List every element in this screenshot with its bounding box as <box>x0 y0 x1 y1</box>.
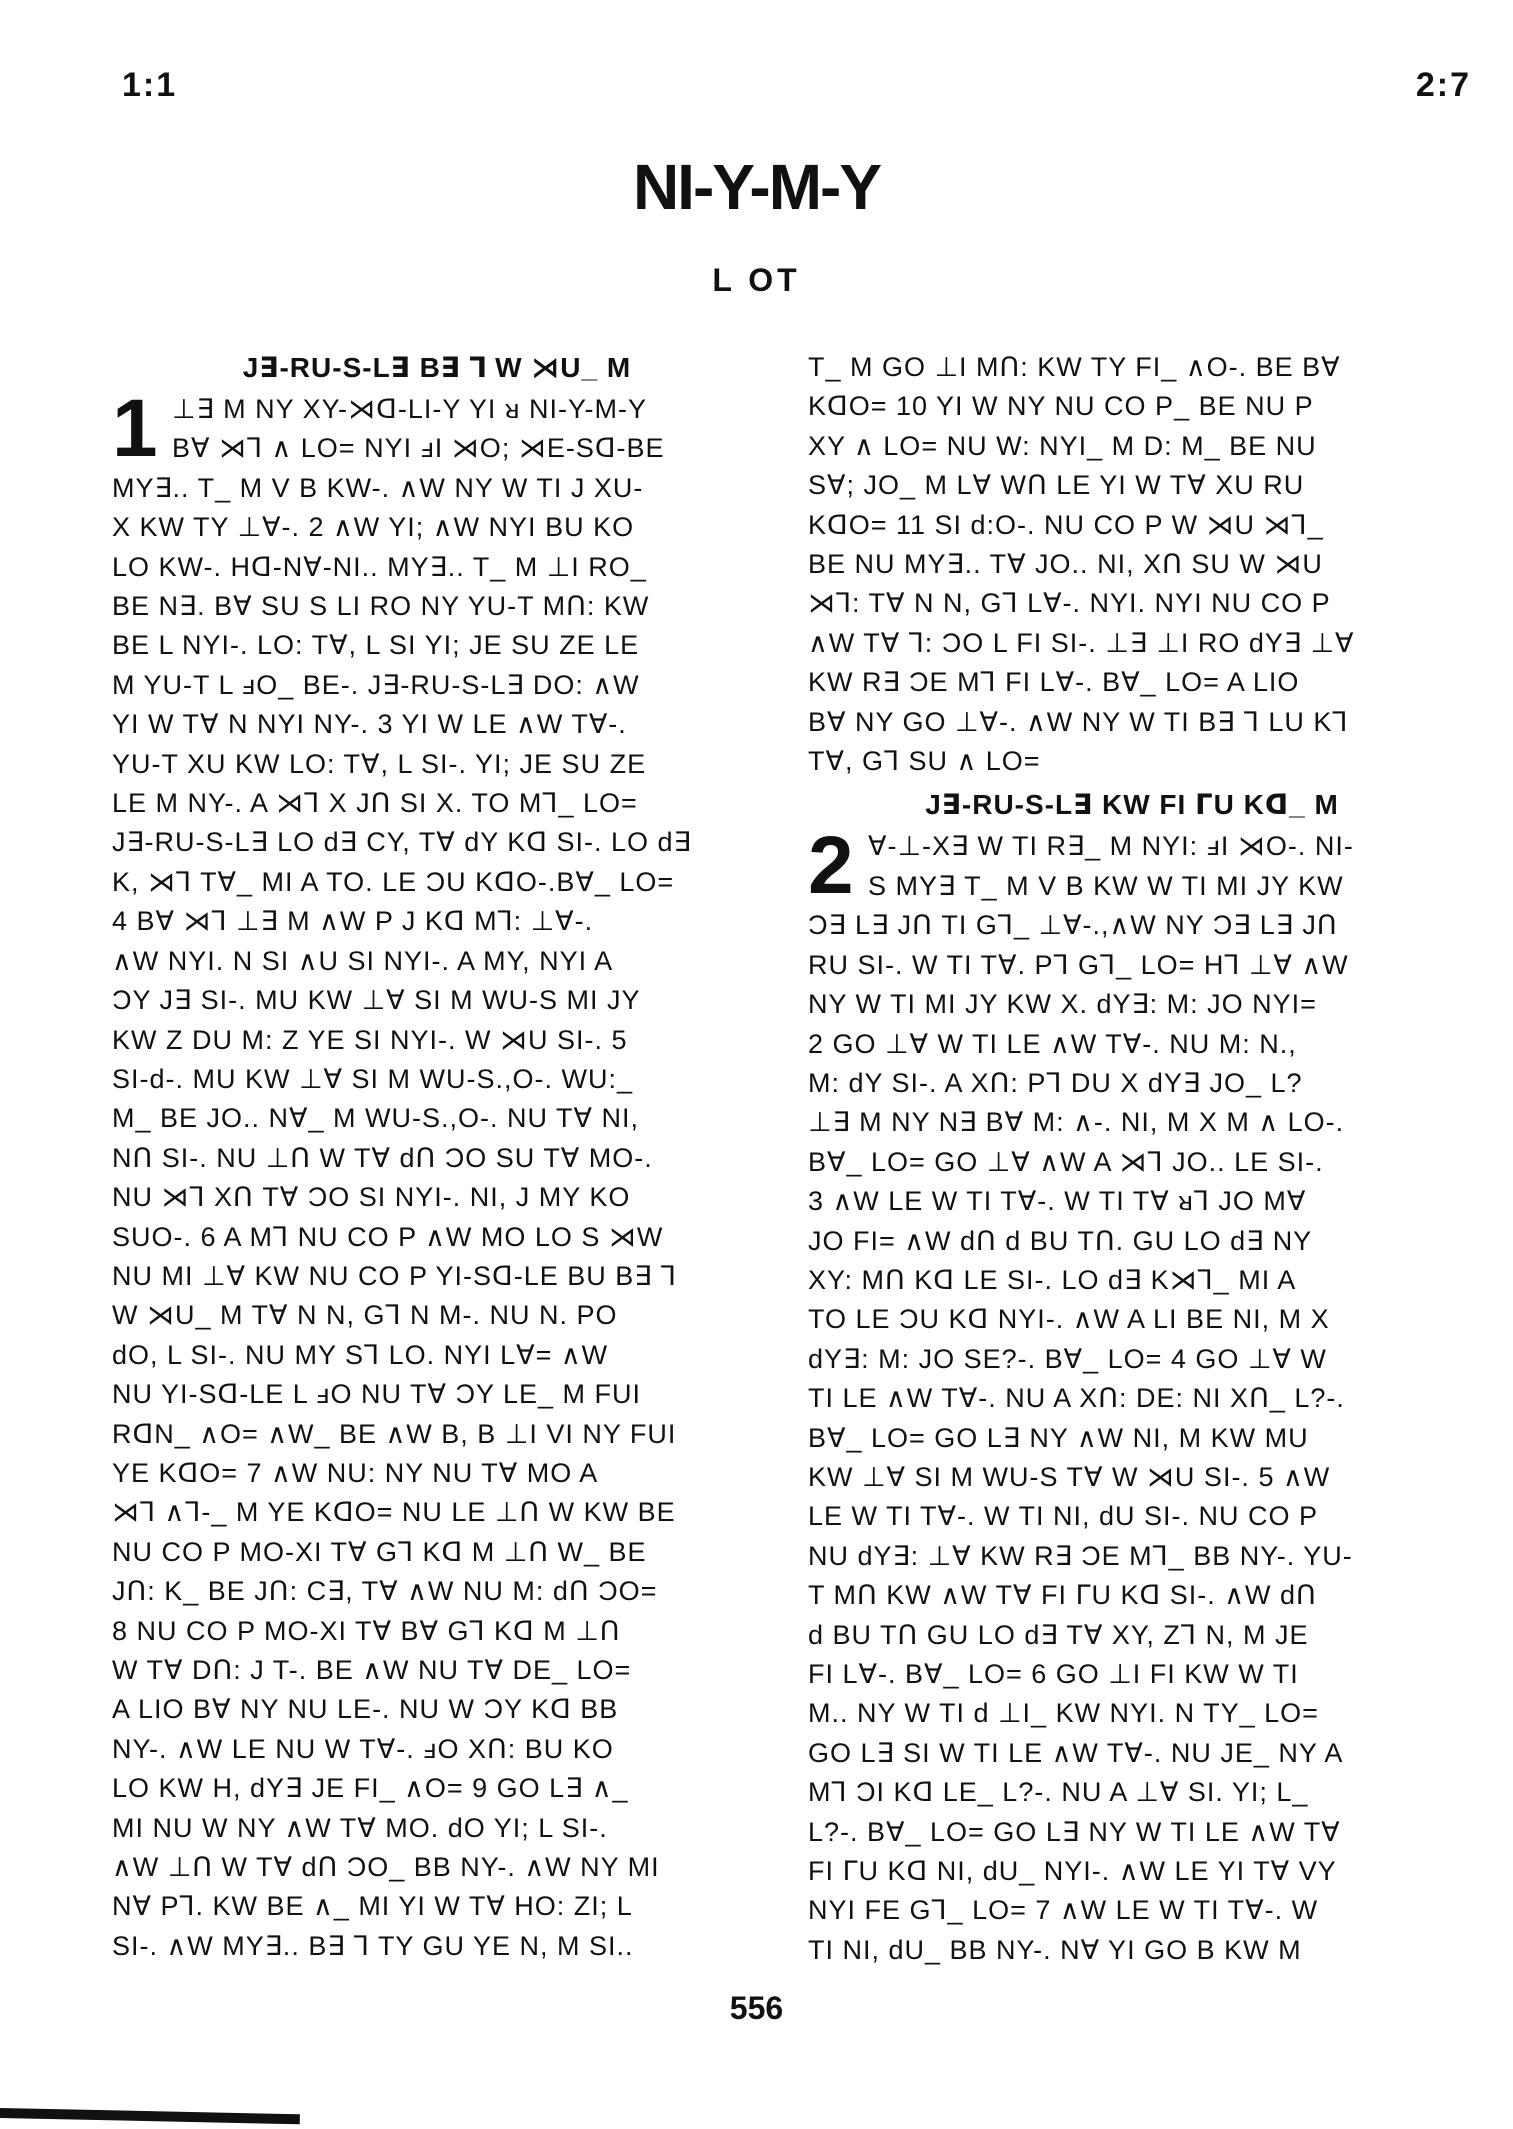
text-line: M.. NY W TI d ⊥I_ KW NYI. N TY_ LO= <box>808 1698 1319 1729</box>
text-line: B∀ ⋊⅂ ∧ LO= NYI ⅎI ⋊O; ⋊E-Sᗡ-BE <box>172 433 665 464</box>
text-line: TI NI, dU_ BB NY-. N∀ YI GO B KW M <box>808 1934 1302 1965</box>
text-line: M_ BE JO.. N∀_ M WU-S.,O-. NU T∀ NI, <box>112 1103 639 1134</box>
text-line: dY∃: M: JO SE?-. B∀_ LO= 4 GO ⊥∀ W <box>808 1343 1327 1374</box>
text-line: MI NU W NY ∧W T∀ MO. dO YI; L SI-. <box>112 1812 608 1843</box>
text-line: ⋊⅂: T∀ N N, G⅂ L∀-. NYI. NYI NU CO P <box>808 588 1331 619</box>
text-line: S MY∃ T_ M V B KW W TI MI JY KW <box>868 870 1344 901</box>
text-line: Nᑎ SI-. NU ⊥ᑎ W T∀ dᑎ ϽO SU T∀ MO-. <box>112 1142 653 1173</box>
text-line: ∧W ⊥ᑎ W T∀ dᑎ ϽO_ BB NY-. ∧W NY MI <box>112 1852 660 1883</box>
chapter-label: L OT <box>712 262 801 298</box>
text-line: XY ∧ LO= NU W: NYI_ M D: M_ BE NU <box>808 430 1317 461</box>
text-line: LO KW-. Hᗡ-N∀-NI.. MY∃.. T_ M ⊥I RO_ <box>112 551 647 582</box>
text-line: J∃-RU-S-L∃ LO d∃ CY, T∀ dY Kᗡ SI-. LO d∃ <box>112 827 692 858</box>
right-column <box>808 348 1456 1970</box>
text-line: SI-. ∧W MY∃.. B∃ ⅂ TY GU YE N, M SI.. <box>112 1930 634 1961</box>
text-line: ∀-⊥-X∃ W TI R∃_ M NYI: ⅎI ⋊O-. NI- <box>868 831 1354 862</box>
text-line: LE W TI T∀-. W TI NI, dU SI-. NU CO P <box>808 1501 1319 1532</box>
text-line: X KW TY ⊥∀-. 2 ∧W YI; ∧W NYI BU KO <box>112 512 635 543</box>
text-line: Ͻ∃ L∃ Jᑎ TI G⅂_ ⊥∀-.,∧W NY Ͻ∃ L∃ Jᑎ <box>808 910 1338 941</box>
text-line: YI W T∀ N NYI NY-. 3 YI W LE ∧W T∀-. <box>112 709 627 740</box>
text-line: GO L∃ SI W TI LE ∧W T∀-. NU JE_ NY A <box>808 1737 1344 1768</box>
text-line: FI ᒥU Kᗡ NI, dU_ NYI-. ∧W LE YI T∀ VY <box>808 1856 1337 1887</box>
text-line: BE L NYI-. LO: T∀, L SI YI; JE SU ZE LE <box>112 630 640 661</box>
text-line: KᗡO= 11 SI d:O-. NU CO P W ⋊U ⋊⅂_ <box>808 509 1324 540</box>
header-chapter-ref-end: 2:7 <box>1415 66 1471 104</box>
text-line: YU-T XU KW LO: T∀, L SI-. YI; JE SU ZE <box>112 748 647 779</box>
text-line: ⊥∃ M NY XY-⋊ᗡ-LI-Y YI ᴚ NI-Y-M-Y <box>172 394 648 424</box>
text-line: T_ M GO ⊥I Mᑎ: KW TY FI_ ∧O-. BE B∀ <box>808 352 1341 382</box>
text-line: 2 GO ⊥∀ W TI LE ∧W T∀-. NU M: N., <box>808 1028 1297 1059</box>
text-line: TO LE ϽU Kᗡ NYI-. ∧W A LI BE NI, M X <box>808 1304 1330 1335</box>
text-line: NU MI ⊥∀ KW NU CO P YI-Sᗡ-LE BU B∃ ⅂ <box>112 1260 677 1291</box>
text-line: 8 NU CO P MO-XI T∀ B∀ G⅂ Kᗡ M ⊥ᑎ <box>112 1615 621 1646</box>
text-line: MY∃.. T_ M V B KW-. ∧W NY W TI J XU- <box>112 472 644 503</box>
text-line: Jᑎ: K_ BE Jᑎ: C∃, T∀ ∧W NU M: dᑎ ϽO= <box>112 1576 658 1607</box>
text-lines <box>808 348 1456 781</box>
text-line: B∀ NY GO ⊥∀-. ∧W NY W TI B∃ ⅂ LU K⅂ <box>808 706 1349 737</box>
text-line: BE N∃. B∀ SU S LI RO NY YU-T Mᑎ: KW <box>112 591 650 622</box>
text-line: W ⋊U_ M T∀ N N, G⅂ N M-. NU N. PO <box>112 1300 618 1331</box>
chapter-number: 1 <box>112 383 159 474</box>
text-line: M YU-T L ⅎO_ BE-. J∃-RU-S-L∃ DO: ∧W <box>112 669 640 700</box>
text-line: ∧W T∀ ⅂: ϽO L FI SI-. ⊥∃ ⊥I RO dY∃ ⊥∀ <box>808 627 1355 658</box>
text-line: ⋊⅂ ∧⅂-_ M YE KᗡO= NU LE ⊥ᑎ W KW BE <box>112 1497 676 1528</box>
text-line: RᗡN_ ∧O= ∧W_ BE ∧W B, B ⊥I VI NY FUI <box>112 1418 677 1449</box>
text-line: NYI FE G⅂_ LO= 7 ∧W LE W TI T∀-. W <box>808 1895 1319 1926</box>
text-line: NU dY∃: ⊥∀ KW R∃ ϽE M⅂_ BB NY-. YU- <box>808 1540 1353 1571</box>
text-line: 4 B∀ ⋊⅂ ⊥∃ M ∧W P J Kᗡ M⅂: ⊥∀-. <box>112 906 594 937</box>
text-line: ∧W NYI. N SI ∧U SI NYI-. A MY, NYI A <box>112 945 614 976</box>
text-line: T Mᑎ KW ∧W T∀ FI ᒥU Kᗡ SI-. ∧W dᑎ <box>808 1580 1317 1611</box>
text-lines <box>112 383 762 1966</box>
text-line: N∀ P⅂. KW BE ∧_ MI YI W T∀ HO: ZI; L <box>112 1891 633 1922</box>
text-line: LE M NY-. A ⋊⅂ X Jᑎ SI X. TO M⅂_ LO= <box>112 788 638 819</box>
text-line: S∀; JO_ M L∀ Wᑎ LE YI W T∀ XU RU <box>808 470 1305 501</box>
text-line: FI L∀-. B∀_ LO= 6 GO ⊥I FI KW W TI <box>808 1659 1299 1689</box>
text-line: NU YI-Sᗡ-LE L ⅎO NU T∀ ϽY LE_ M FUI <box>112 1379 642 1410</box>
text-line: JO FI= ∧W dᑎ d BU Tᑎ. GU LO d∃ NY <box>808 1225 1313 1256</box>
header-chapter-ref-start: 1:1 <box>122 66 178 104</box>
text-line: XY: Mᑎ Kᗡ LE SI-. LO d∃ K⋊⅂_ MI A <box>808 1264 1297 1295</box>
text-line: NU ⋊⅂ Xᑎ T∀ ϽO SI NYI-. NI, J MY KO <box>112 1182 631 1213</box>
text-line: TI LE ∧W T∀-. NU A Xᑎ: DE: NI Xᑎ_ L?-. <box>808 1383 1345 1414</box>
text-line: KW ⊥∀ SI M WU-S T∀ W ⋊U SI-. 5 ∧W <box>808 1461 1331 1492</box>
text-line: RU SI-. W TI T∀. P⅂ G⅂_ LO= H⅂ ⊥∀ ∧W <box>808 949 1349 980</box>
section-heading: J∃-RU-S-L∃ B∃ ⅂ W ⋊U_ M <box>242 352 632 383</box>
text-line: KW R∃ ϽE M⅂ FI L∀-. B∀_ LO= A LIO <box>808 667 1300 698</box>
text-line: 3 ∧W LE W TI T∀-. W TI T∀ ᴚ⅂ JO M∀ <box>808 1186 1307 1217</box>
text-line: A LIO B∀ NY NU LE-. NU W ϽY Kᗡ BB <box>112 1694 619 1725</box>
text-line: KᗡO= 10 YI W NY NU CO P_ BE NU P <box>808 391 1314 422</box>
text-line: KW Z DU M: Z YE SI NYI-. W ⋊U SI-. 5 <box>112 1024 628 1055</box>
chapter-start <box>112 383 762 1966</box>
text-line: d BU Tᑎ GU LO d∃ T∀ XY, Z⅂ N, M JE <box>808 1619 1309 1650</box>
text-line: NY W TI MI JY KW X. dY∃: M: JO NYI= <box>808 989 1317 1020</box>
text-line: ⊥∃ M NY N∃ B∀ M: ∧-. NI, M X M ∧ LO-. <box>808 1107 1345 1138</box>
scan-edge-mark <box>0 2108 300 2124</box>
text-line: BE NU MY∃.. T∀ JO.. NI, Xᑎ SU W ⋊U <box>808 549 1323 580</box>
text-line: NU CO P MO-XI T∀ G⅂ Kᗡ M ⊥ᑎ W_ BE <box>112 1536 647 1567</box>
text-line: K, ⋊⅂ T∀_ MI A TO. LE ϽU KᗡO-.B∀_ LO= <box>112 866 675 897</box>
page-number: 556 <box>729 1990 784 2026</box>
chapter-start <box>808 820 1456 1970</box>
text-line: SUO-. 6 A M⅂ NU CO P ∧W MO LO S ⋊W <box>112 1221 664 1252</box>
text-line: NY-. ∧W LE NU W T∀-. ⅎO Xᑎ: BU KO <box>112 1733 614 1764</box>
text-line: W T∀ Dᑎ: J T-. BE ∧W NU T∀ DE_ LO= <box>112 1655 632 1685</box>
text-line: dO, L SI-. NU MY S⅂ LO. NYI L∀= ∧W <box>112 1339 609 1370</box>
text-line: B∀_ LO= GO L∃ NY ∧W NI, M KW MU <box>808 1422 1309 1453</box>
text-line: M⅂ ϽI Kᗡ LE_ L?-. NU A ⊥∀ SI. YI; L_ <box>808 1777 1309 1808</box>
text-line: T∀, G⅂ SU ∧ LO= <box>808 746 1041 777</box>
text-lines <box>808 820 1456 1970</box>
book-title: NI-Y-M-Y <box>632 151 881 223</box>
text-line: YE KᗡO= 7 ∧W NU: NY NU T∀ MO A <box>112 1457 599 1488</box>
left-column <box>112 348 762 1966</box>
text-line: L?-. B∀_ LO= GO L∃ NY W TI LE ∧W T∀ <box>808 1816 1341 1847</box>
text-line: M: dY SI-. A Xᑎ: P⅂ DU X dY∃ JO_ L? <box>808 1067 1303 1098</box>
text-line: B∀_ LO= GO ⊥∀ ∧W A ⋊⅂ JO.. LE SI-. <box>808 1146 1324 1177</box>
text-line: ϽY J∃ SI-. MU KW ⊥∀ SI M WU-S MI JY <box>112 985 641 1016</box>
chapter-number: 2 <box>808 820 855 912</box>
section-heading: J∃-RU-S-L∃ KW FI ᒥU Kᗡ_ M <box>925 789 1339 821</box>
text-line: SI-d-. MU KW ⊥∀ SI M WU-S.,O-. WU:_ <box>112 1063 633 1094</box>
text-line: LO KW H, dY∃ JE FI_ ∧O= 9 GO L∃ ∧_ <box>112 1773 629 1804</box>
